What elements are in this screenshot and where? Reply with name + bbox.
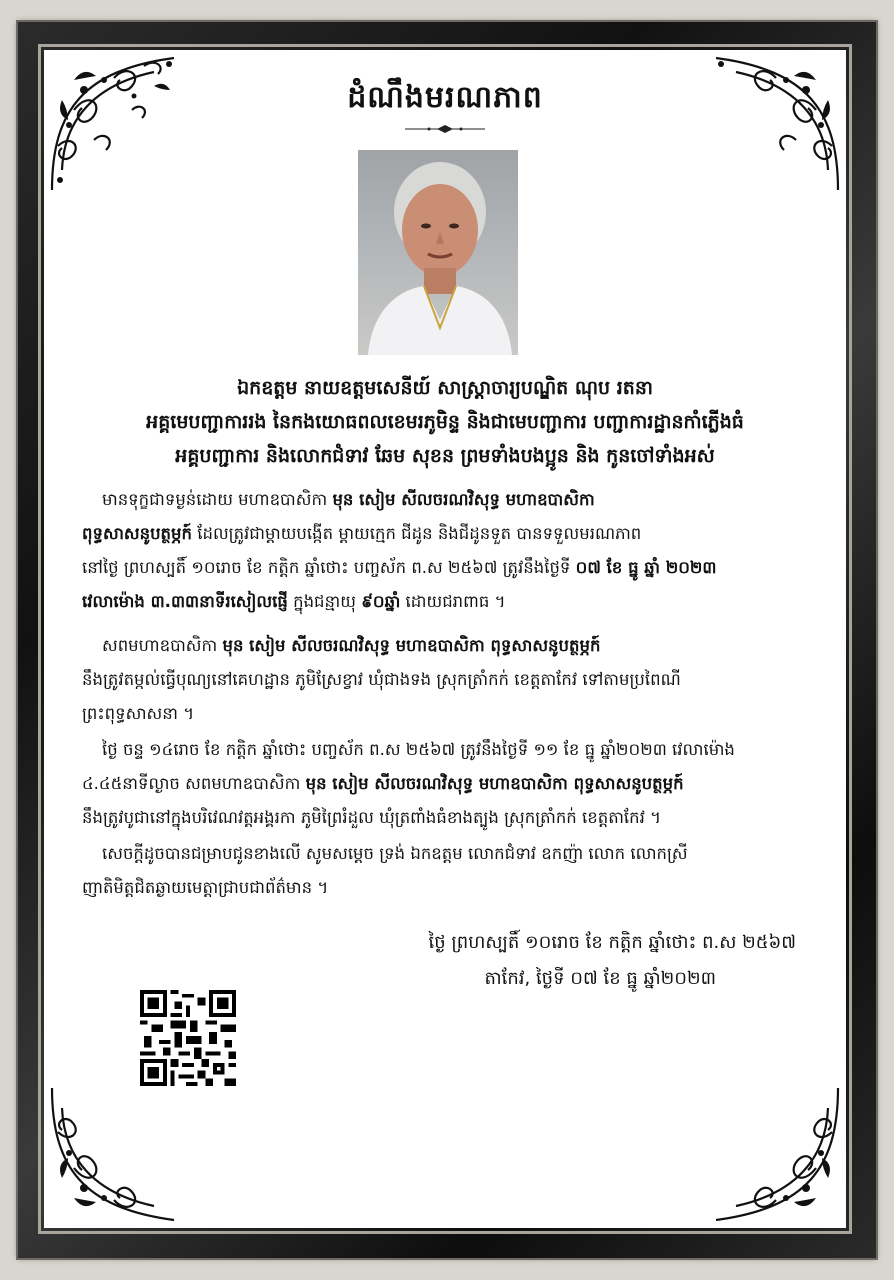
heading-line-2: អគ្គមេបញ្ជាការរង នៃកងយោធពលខេមរភូមិន្ទ និងជាមេបញ្ជាការ បញ្ជាការដ្ឋានកាំភ្លើងធំ	[146, 411, 744, 433]
paragraph-3-line-1: ថ្ងៃ ចន្ទ ១៤រោច ខែ កត្តិក ឆ្នាំថោះ បញ្ចស័ក ព.ស ២៥៦៧ ត្រូវនឹងថ្ងៃទី ១១ ខែ ធ្នូ ឆ្នាំ២០២៣ វេលាម៉ោង	[102, 740, 735, 759]
paragraph-4-line-2: ញាតិមិត្តជិតឆ្ងាយមេត្តាជ្រាបជាព័ត៌មាន ។	[82, 878, 329, 897]
paragraph-1-line-4	[82, 592, 505, 616]
dateline-solar: តាកែវ, ថ្ងៃទី ០៧ ខែ ធ្នូ ឆ្នាំ២០២៣	[484, 968, 716, 989]
deceased-name: មុន សៀម សីលចរណវិសុទ្ធ មហាឧបាសិកា ពុទ្ធសាសនូបត្ថម្ភក៍	[222, 636, 601, 655]
paragraph-1-line-1	[102, 490, 595, 514]
text-span: នៅថ្ងៃ ព្រហស្បតិ៍ ១០រោច ខែ កត្តិក ឆ្នាំថោះ បញ្ចស័ក ព.ស ២៥៦៧ ត្រូវនឹងថ្ងៃទី	[82, 558, 571, 577]
deceased-name: មុន សៀម សីលចរណវិសុទ្ធ មហាឧបាសិកា ពុទ្ធសាសនូបត្ថម្ភក៍	[305, 774, 684, 793]
heading-line-3: អគ្គបញ្ជាការ និងលោកជំទាវ ឆែម សុខន ព្រមទាំងបងប្អូន និង កូនចៅទាំងអស់	[175, 445, 715, 467]
text-span: ៤.៤៥នាទីល្ងាច សពមហាឧបាសិកា	[82, 774, 301, 793]
floral-corner-icon	[696, 1078, 846, 1228]
text-span: មានទុក្ខជាទម្ងន់ដោយ មហាឧបាសិកា	[102, 490, 328, 509]
text-span: ដែលត្រូវជាម្តាយបង្កើត ម្តាយក្មេក ជីដូន និងជីដូនទួត បានទទួលមរណភាព	[197, 524, 642, 543]
paragraph-2-line-2: នឹងត្រូវតម្កល់ធ្វើបុណ្យនៅគេហដ្ឋាន ភូមិស្រែខ្វាវ ឃុំជាងទង ស្រុកត្រាំកក់ ខេត្តតាកែវ ទៅតាមប្រពៃណី	[82, 670, 681, 689]
floral-corner-icon	[44, 50, 194, 200]
ornament-divider-icon	[405, 124, 485, 134]
floral-corner-icon	[44, 1078, 194, 1228]
paragraph-1-line-3	[82, 558, 717, 582]
portrait-photo	[358, 150, 518, 355]
paragraph-2-line-3: ព្រះពុទ្ធសាសនា ។	[82, 704, 195, 723]
paragraph-3-line-2	[82, 774, 684, 798]
paragraph-4-line-1: សេចក្តីដូចបានជម្រាបជូនខាងលើ សូមសម្តេច ទ្រង់ ឯកឧត្តម លោកជំទាវ ឧកញ៉ា លោក លោកស្រី	[102, 844, 688, 863]
qr-code-icon[interactable]	[140, 990, 236, 1086]
page-title: ដំណឹងមរណភាព	[347, 80, 543, 115]
floral-corner-icon	[696, 50, 846, 200]
heading-line-1: ឯកឧត្តម នាយឧត្តមសេនីយ៍ សាស្ត្រាចារ្យបណ្ឌិត ណុប រតនា	[237, 377, 653, 399]
deceased-name: មុន សៀម សីលចរណវិសុទ្ធ មហាឧបាសិកា	[332, 490, 595, 509]
deceased-title: ពុទ្ធសាសនូបត្ថម្ភក៍	[82, 524, 192, 543]
text-span: ដោយជរាពាធ ។	[405, 592, 506, 611]
paragraph-3-line-3: នឹងត្រូវបូជានៅក្នុងបរិវេណវត្តអង្គរកា ភូមិព្រៃរំដួល ឃុំត្រពាំងធំខាងត្បូង ស្រុកត្រាំកក់ ខេត្តតាកែវ ។	[82, 808, 661, 827]
dateline-lunar: ថ្ងៃ ព្រហស្បតិ៍ ១០រោច ខែ កត្តិក ឆ្នាំថោះ ព.ស ២៥៦៧	[428, 932, 796, 953]
notice-paper	[44, 50, 846, 1228]
death-date: ០៧ ខែ ធ្នូ ឆ្នាំ ២០២៣	[575, 558, 717, 577]
text-span: សពមហាឧបាសិកា	[102, 636, 218, 655]
age-value: ៩០ឆ្នាំ	[361, 592, 401, 611]
paragraph-1-line-2	[82, 524, 641, 548]
death-time: វេលាម៉ោង ៣.៣៣នាទីរសៀលផ្ញើ	[82, 592, 288, 611]
text-span: ក្នុងជន្មាយុ	[293, 592, 356, 611]
paragraph-2-line-1	[102, 636, 600, 660]
